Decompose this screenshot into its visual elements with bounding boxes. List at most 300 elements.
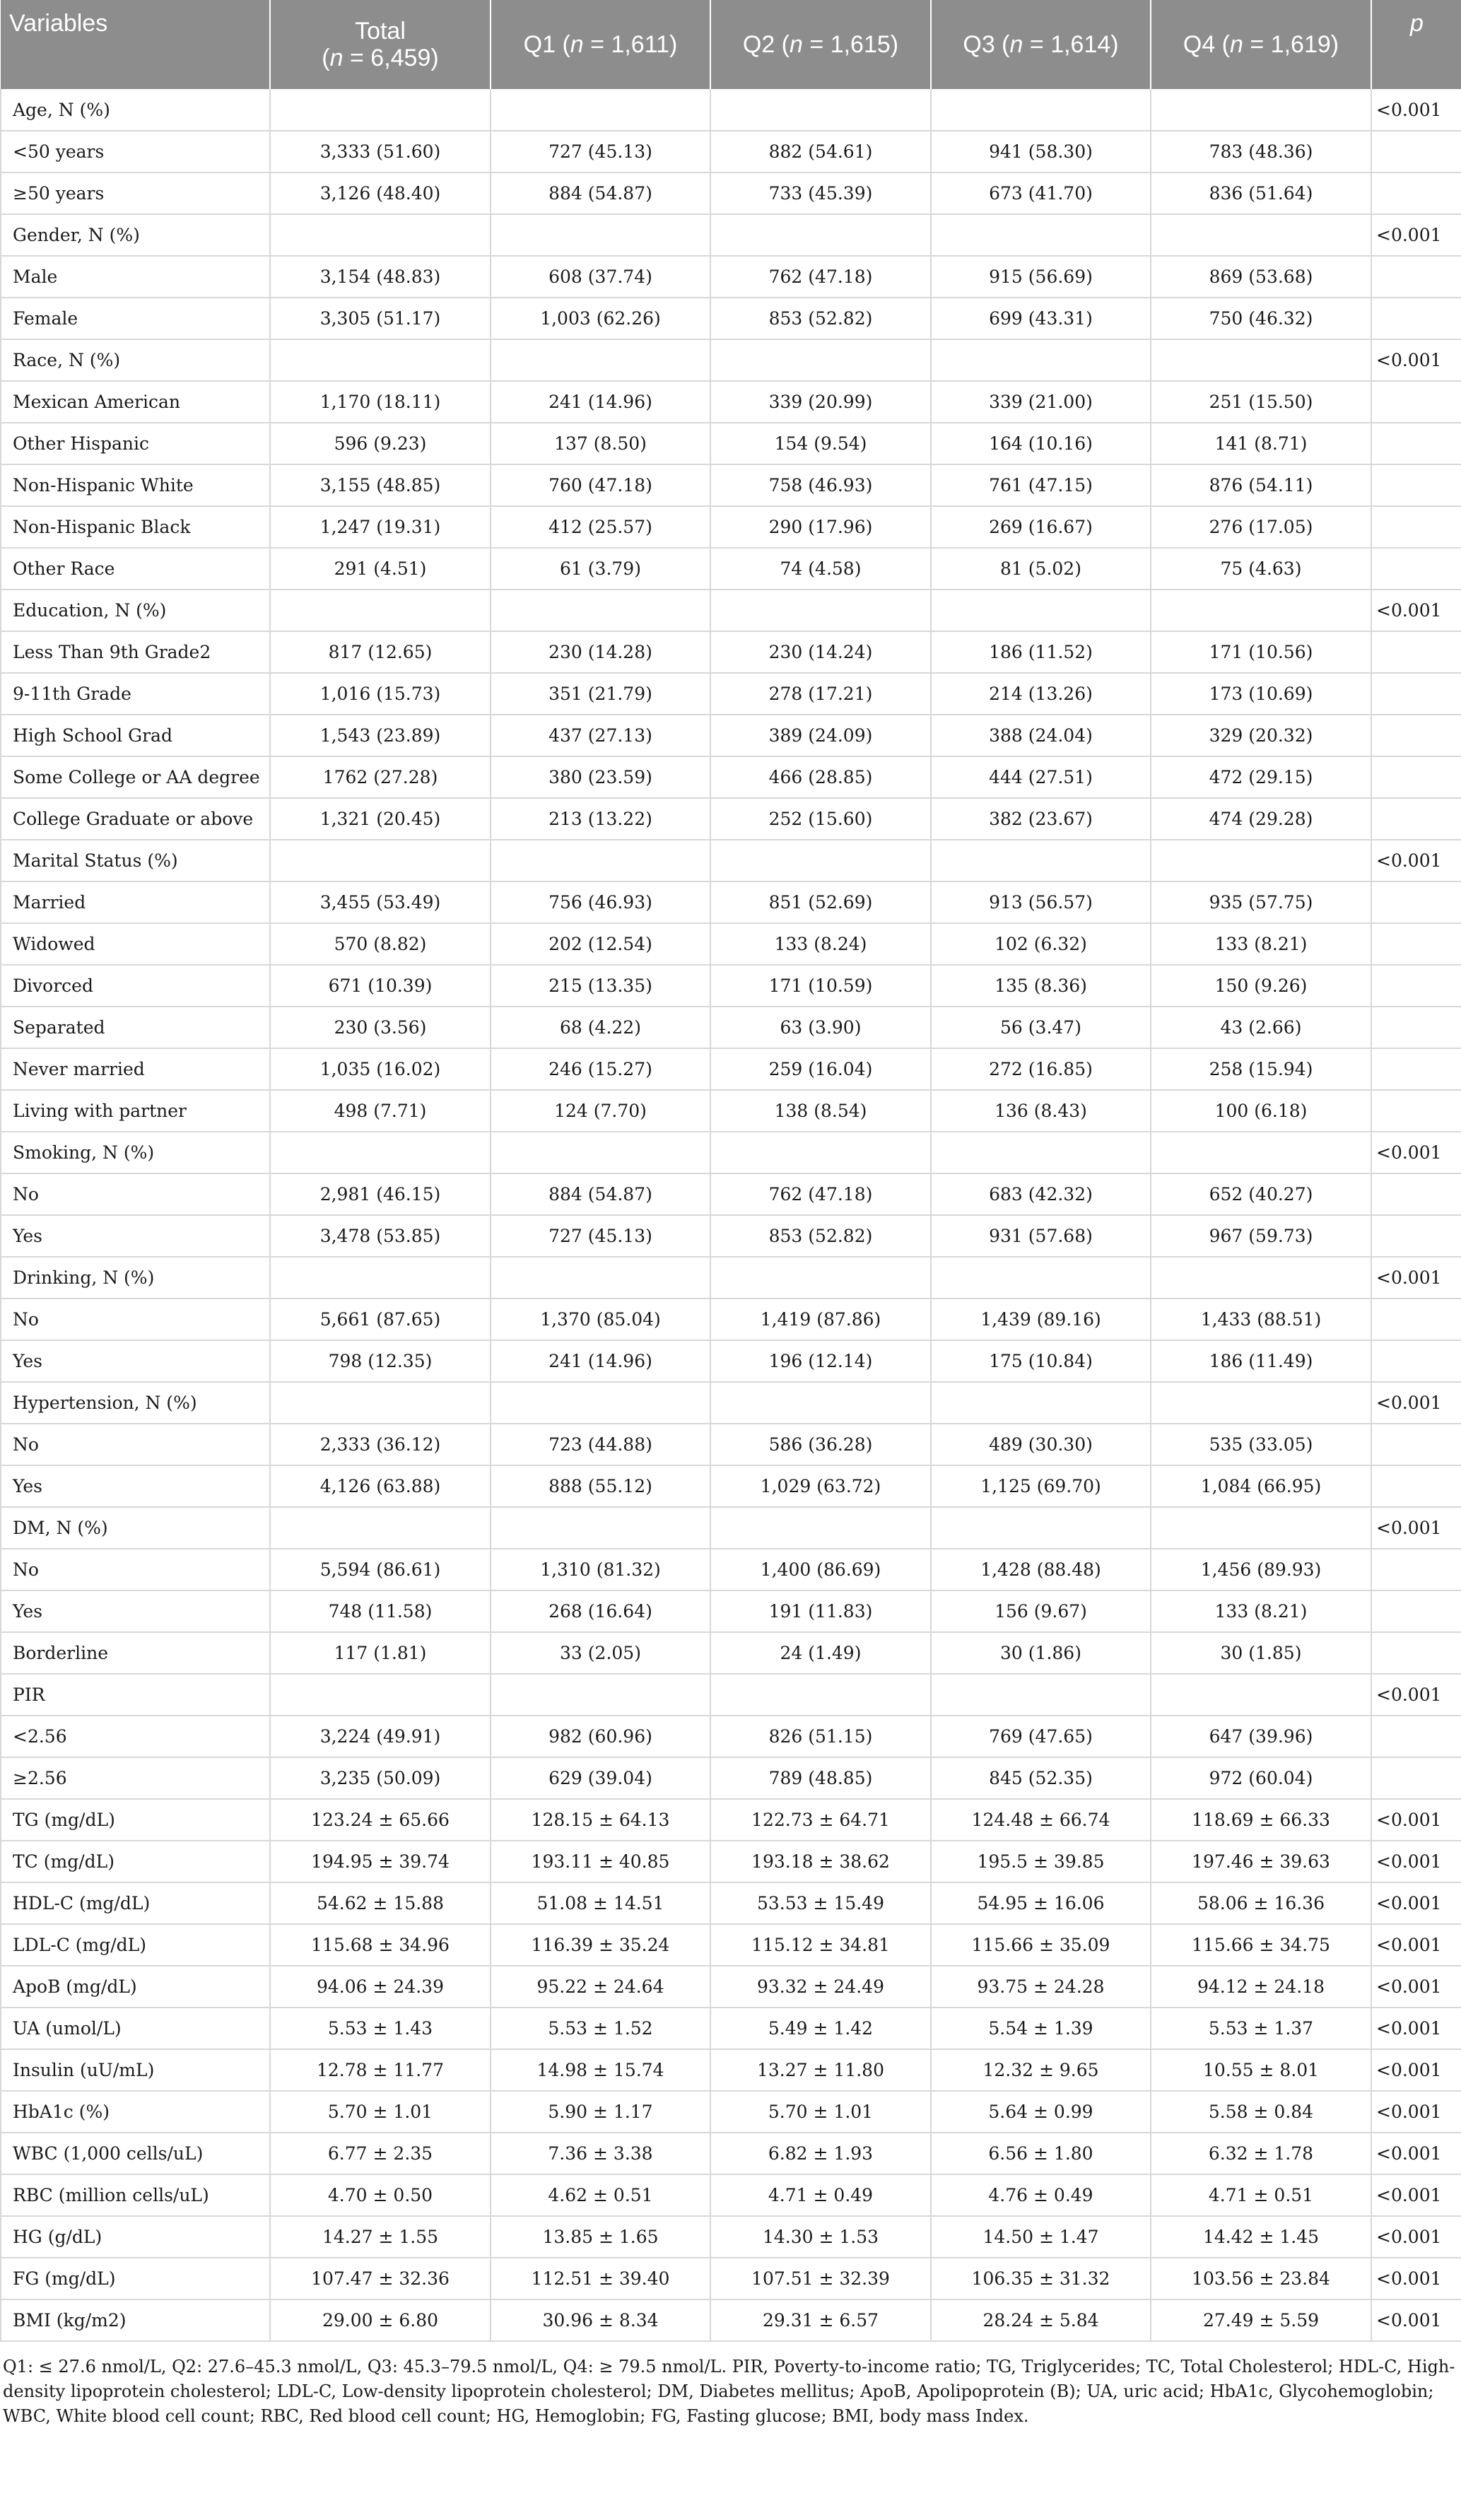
cell-q1 xyxy=(491,840,710,881)
cell-q1: 756 (46.93) xyxy=(491,881,710,923)
cell-variable: Never married xyxy=(1,1048,270,1090)
table-row xyxy=(1,339,1461,381)
cell-q3: 81 (5.02) xyxy=(931,548,1151,590)
cell-q2 xyxy=(710,214,931,256)
cell-q2 xyxy=(710,339,931,381)
cell-p-value xyxy=(1371,965,1461,1007)
cell-q1: 351 (21.79) xyxy=(491,673,710,715)
cell-total: 498 (7.71) xyxy=(270,1090,491,1132)
cell-q3: 186 (11.52) xyxy=(931,631,1151,673)
cell-q2: 5.70 ± 1.01 xyxy=(710,2091,931,2133)
cell-total: 115.68 ± 34.96 xyxy=(270,1924,491,1966)
cell-q1: 629 (39.04) xyxy=(491,1757,710,1799)
cell-q2: 762 (47.18) xyxy=(710,1173,931,1215)
cell-p-value xyxy=(1371,1716,1461,1757)
cell-q1 xyxy=(491,1382,710,1424)
table-row xyxy=(1,298,1461,339)
cell-variable: Borderline xyxy=(1,1632,270,1674)
cell-total xyxy=(270,339,491,381)
cell-variable: Gender, N (%) xyxy=(1,214,270,256)
cell-variable: No xyxy=(1,1299,270,1340)
cell-total: 291 (4.51) xyxy=(270,548,491,590)
header-total-n: (n = 6,459) xyxy=(322,45,439,71)
cell-variable: ApoB (mg/dL) xyxy=(1,1966,270,2008)
cell-p-value: <0.001 xyxy=(1371,89,1461,131)
table-row xyxy=(1,2049,1461,2091)
cell-q1 xyxy=(491,1674,710,1716)
cell-total: 6.77 ± 2.35 xyxy=(270,2133,491,2174)
table-row xyxy=(1,1340,1461,1382)
cell-variable: Mexican American xyxy=(1,381,270,423)
cell-p-value xyxy=(1371,1299,1461,1340)
cell-q1: 51.08 ± 14.51 xyxy=(491,1882,710,1924)
cell-variable: Other Hispanic xyxy=(1,423,270,464)
cell-q2: 13.27 ± 11.80 xyxy=(710,2049,931,2091)
cell-p-value xyxy=(1371,548,1461,590)
cell-q3 xyxy=(931,1132,1151,1173)
cell-q4: 876 (54.11) xyxy=(1151,464,1371,506)
cell-variable: WBC (1,000 cells/uL) xyxy=(1,2133,270,2174)
header-total-label: Total xyxy=(355,18,406,45)
header-total xyxy=(270,0,491,89)
cell-variable: Some College or AA degree xyxy=(1,756,270,798)
cell-total: 29.00 ± 6.80 xyxy=(270,2299,491,2341)
cell-q2 xyxy=(710,1674,931,1716)
header-q1: Q1 (n = 1,611) xyxy=(491,0,710,89)
table-header-row xyxy=(1,0,1461,89)
table-row xyxy=(1,1215,1461,1257)
cell-q4: 14.42 ± 1.45 xyxy=(1151,2216,1371,2258)
cell-variable: Male xyxy=(1,256,270,298)
cell-q2: 230 (14.24) xyxy=(710,631,931,673)
cell-total: 798 (12.35) xyxy=(270,1340,491,1382)
cell-q2: 138 (8.54) xyxy=(710,1090,931,1132)
cell-total: 1,247 (19.31) xyxy=(270,506,491,548)
table-row xyxy=(1,1924,1461,1966)
cell-q4: 276 (17.05) xyxy=(1151,506,1371,548)
cell-q3: 5.54 ± 1.39 xyxy=(931,2008,1151,2049)
cell-total: 817 (12.65) xyxy=(270,631,491,673)
cell-q1: 95.22 ± 24.64 xyxy=(491,1966,710,2008)
cell-q4: 150 (9.26) xyxy=(1151,965,1371,1007)
table-row xyxy=(1,256,1461,298)
cell-p-value: <0.001 xyxy=(1371,2174,1461,2216)
table-row xyxy=(1,1382,1461,1424)
cell-q3 xyxy=(931,590,1151,631)
cell-q4 xyxy=(1151,339,1371,381)
cell-variable: HG (g/dL) xyxy=(1,2216,270,2258)
cell-p-value: <0.001 xyxy=(1371,1132,1461,1173)
table-row xyxy=(1,1257,1461,1299)
cell-q4: 5.58 ± 0.84 xyxy=(1151,2091,1371,2133)
cell-q1: 193.11 ± 40.85 xyxy=(491,1841,710,1882)
cell-total: 570 (8.82) xyxy=(270,923,491,965)
cell-total: 3,235 (50.09) xyxy=(270,1757,491,1799)
cell-q4: 869 (53.68) xyxy=(1151,256,1371,298)
table-row xyxy=(1,131,1461,172)
cell-q1: 241 (14.96) xyxy=(491,1340,710,1382)
cell-total: 5.70 ± 1.01 xyxy=(270,2091,491,2133)
cell-q4: 10.55 ± 8.01 xyxy=(1151,2049,1371,2091)
cell-total: 3,155 (48.85) xyxy=(270,464,491,506)
cell-q2: 259 (16.04) xyxy=(710,1048,931,1090)
cell-q4: 472 (29.15) xyxy=(1151,756,1371,798)
cell-q4: 94.12 ± 24.18 xyxy=(1151,1966,1371,2008)
cell-q2: 882 (54.61) xyxy=(710,131,931,172)
cell-variable: Age, N (%) xyxy=(1,89,270,131)
header-variables: Variables xyxy=(1,0,270,89)
cell-q3: 195.5 ± 39.85 xyxy=(931,1841,1151,1882)
cell-q3: 382 (23.67) xyxy=(931,798,1151,840)
cell-p-value xyxy=(1371,673,1461,715)
cell-p-value: <0.001 xyxy=(1371,2216,1461,2258)
cell-q2: 74 (4.58) xyxy=(710,548,931,590)
cell-p-value: <0.001 xyxy=(1371,1966,1461,2008)
cell-q1 xyxy=(491,1132,710,1173)
header-p-value: p xyxy=(1371,0,1461,89)
cell-q2 xyxy=(710,1507,931,1549)
cell-q2: 4.71 ± 0.49 xyxy=(710,2174,931,2216)
cell-q3: 1,125 (69.70) xyxy=(931,1465,1151,1507)
cell-q1: 14.98 ± 15.74 xyxy=(491,2049,710,2091)
cell-total: 14.27 ± 1.55 xyxy=(270,2216,491,2258)
cell-variable: Non-Hispanic White xyxy=(1,464,270,506)
table-row xyxy=(1,548,1461,590)
cell-total: 123.24 ± 65.66 xyxy=(270,1799,491,1841)
cell-q3: 489 (30.30) xyxy=(931,1424,1151,1465)
cell-q2: 171 (10.59) xyxy=(710,965,931,1007)
cell-q1: 888 (55.12) xyxy=(491,1465,710,1507)
cell-total: 748 (11.58) xyxy=(270,1590,491,1632)
cell-q4: 251 (15.50) xyxy=(1151,381,1371,423)
cell-q3: 931 (57.68) xyxy=(931,1215,1151,1257)
cell-q1: 116.39 ± 35.24 xyxy=(491,1924,710,1966)
cell-q2: 24 (1.49) xyxy=(710,1632,931,1674)
cell-q3: 913 (56.57) xyxy=(931,881,1151,923)
cell-q1: 412 (25.57) xyxy=(491,506,710,548)
table-row xyxy=(1,1173,1461,1215)
cell-total xyxy=(270,214,491,256)
cell-q3: 683 (42.32) xyxy=(931,1173,1151,1215)
table-row xyxy=(1,464,1461,506)
cell-q2: 63 (3.90) xyxy=(710,1007,931,1048)
cell-q3: 106.35 ± 31.32 xyxy=(931,2258,1151,2299)
cell-total: 1,035 (16.02) xyxy=(270,1048,491,1090)
cell-q1: 5.53 ± 1.52 xyxy=(491,2008,710,2049)
table-footnote: Q1: ≤ 27.6 nmol/L, Q2: 27.6–45.3 nmol/L, Q3: 45.3–79.5 nmol/L, Q4: ≥ 79.5 nmol/L. PIR, Poverty-to-income ratio; TG, Triglycerides; TC, Total Cholesterol; HDL-C, High-density lipoprotein cholesterol; LDL-C, Low-density lipoprotein cholesterol; DM, Diabetes mellitus; ApoB, Apolipoprotein (B); UA, uric acid; HbA1c, Glycohemoglobin; WBC, White blood cell count; RBC, Red blood cell count; HG, Hemoglobin; FG, Fasting glucose; BMI, body mass Index. xyxy=(3,2357,1455,2426)
cell-q4: 750 (46.32) xyxy=(1151,298,1371,339)
table-row xyxy=(1,1465,1461,1507)
cell-q1: 241 (14.96) xyxy=(491,381,710,423)
cell-q4: 6.32 ± 1.78 xyxy=(1151,2133,1371,2174)
table-row xyxy=(1,840,1461,881)
cell-q3: 915 (56.69) xyxy=(931,256,1151,298)
cell-variable: Race, N (%) xyxy=(1,339,270,381)
cell-q3: 761 (47.15) xyxy=(931,464,1151,506)
cell-variable: DM, N (%) xyxy=(1,1507,270,1549)
table-body xyxy=(1,89,1461,2341)
cell-total: 107.47 ± 32.36 xyxy=(270,2258,491,2299)
cell-q2 xyxy=(710,1382,931,1424)
cell-total xyxy=(270,840,491,881)
cell-p-value: <0.001 xyxy=(1371,1382,1461,1424)
cell-total: 117 (1.81) xyxy=(270,1632,491,1674)
cell-p-value: <0.001 xyxy=(1371,2091,1461,2133)
table-row xyxy=(1,2299,1461,2341)
cell-variable: Yes xyxy=(1,1215,270,1257)
table-row xyxy=(1,2258,1461,2299)
table-row xyxy=(1,1966,1461,2008)
cell-q1 xyxy=(491,1257,710,1299)
table-row xyxy=(1,1007,1461,1048)
cell-p-value xyxy=(1371,1465,1461,1507)
cell-total xyxy=(270,1674,491,1716)
cell-q1: 437 (27.13) xyxy=(491,715,710,756)
table-row xyxy=(1,590,1461,631)
cell-total: 3,478 (53.85) xyxy=(270,1215,491,1257)
table-row xyxy=(1,965,1461,1007)
cell-variable: Marital Status (%) xyxy=(1,840,270,881)
cell-total: 54.62 ± 15.88 xyxy=(270,1882,491,1924)
cell-q3: 1,428 (88.48) xyxy=(931,1549,1151,1590)
table-row xyxy=(1,2174,1461,2216)
cell-q2 xyxy=(710,590,931,631)
cell-q3 xyxy=(931,1382,1151,1424)
cell-p-value xyxy=(1371,1590,1461,1632)
cell-q1: 727 (45.13) xyxy=(491,1215,710,1257)
cell-p-value: <0.001 xyxy=(1371,1674,1461,1716)
cell-p-value: <0.001 xyxy=(1371,1799,1461,1841)
cell-p-value xyxy=(1371,298,1461,339)
cell-total: 5,594 (86.61) xyxy=(270,1549,491,1590)
cell-p-value: <0.001 xyxy=(1371,214,1461,256)
cell-q4 xyxy=(1151,1674,1371,1716)
cell-q3: 272 (16.85) xyxy=(931,1048,1151,1090)
cell-total: 194.95 ± 39.74 xyxy=(270,1841,491,1882)
cell-p-value xyxy=(1371,1007,1461,1048)
cell-q4: 1,456 (89.93) xyxy=(1151,1549,1371,1590)
cell-q1: 268 (16.64) xyxy=(491,1590,710,1632)
cell-variable: BMI (kg/m2) xyxy=(1,2299,270,2341)
cell-q4: 141 (8.71) xyxy=(1151,423,1371,464)
cell-p-value xyxy=(1371,631,1461,673)
table-row xyxy=(1,1590,1461,1632)
table-row xyxy=(1,798,1461,840)
cell-q4: 58.06 ± 16.36 xyxy=(1151,1882,1371,1924)
cell-variable: FG (mg/dL) xyxy=(1,2258,270,2299)
cell-total: 1,016 (15.73) xyxy=(270,673,491,715)
cell-variable: ≥2.56 xyxy=(1,1757,270,1799)
cell-q3: 14.50 ± 1.47 xyxy=(931,2216,1151,2258)
cell-q4: 474 (29.28) xyxy=(1151,798,1371,840)
cell-q3: 175 (10.84) xyxy=(931,1340,1151,1382)
cell-q1: 68 (4.22) xyxy=(491,1007,710,1048)
cell-p-value xyxy=(1371,1090,1461,1132)
table-row xyxy=(1,1716,1461,1757)
cell-p-value xyxy=(1371,756,1461,798)
cell-q3 xyxy=(931,1674,1151,1716)
cell-q2 xyxy=(710,1132,931,1173)
cell-q2: 133 (8.24) xyxy=(710,923,931,965)
cell-q1: 13.85 ± 1.65 xyxy=(491,2216,710,2258)
cell-q1: 137 (8.50) xyxy=(491,423,710,464)
cell-q1: 727 (45.13) xyxy=(491,131,710,172)
cell-q3: 93.75 ± 24.28 xyxy=(931,1966,1151,2008)
cell-q2 xyxy=(710,840,931,881)
cell-q4: 5.53 ± 1.37 xyxy=(1151,2008,1371,2049)
cell-q3: 124.48 ± 66.74 xyxy=(931,1799,1151,1841)
table-row xyxy=(1,923,1461,965)
cell-variable: UA (umol/L) xyxy=(1,2008,270,2049)
table-row xyxy=(1,1090,1461,1132)
cell-q1: 1,370 (85.04) xyxy=(491,1299,710,1340)
cell-q2: 6.82 ± 1.93 xyxy=(710,2133,931,2174)
cell-q4: 783 (48.36) xyxy=(1151,131,1371,172)
cell-q1: 61 (3.79) xyxy=(491,548,710,590)
cell-p-value: <0.001 xyxy=(1371,1882,1461,1924)
cell-variable: HbA1c (%) xyxy=(1,2091,270,2133)
cell-p-value xyxy=(1371,172,1461,214)
cell-q4 xyxy=(1151,1507,1371,1549)
cell-q4: 647 (39.96) xyxy=(1151,1716,1371,1757)
cell-q4: 972 (60.04) xyxy=(1151,1757,1371,1799)
cell-q4 xyxy=(1151,1132,1371,1173)
table-row xyxy=(1,381,1461,423)
cell-p-value: <0.001 xyxy=(1371,590,1461,631)
table-row xyxy=(1,1048,1461,1090)
cell-variable: HDL-C (mg/dL) xyxy=(1,1882,270,1924)
table-row xyxy=(1,506,1461,548)
cell-q2: 122.73 ± 64.71 xyxy=(710,1799,931,1841)
cell-q1: 33 (2.05) xyxy=(491,1632,710,1674)
cell-variable: Married xyxy=(1,881,270,923)
cell-p-value xyxy=(1371,464,1461,506)
cell-q1: 124 (7.70) xyxy=(491,1090,710,1132)
cell-q4: 4.71 ± 0.51 xyxy=(1151,2174,1371,2216)
cell-p-value: <0.001 xyxy=(1371,1257,1461,1299)
table-row xyxy=(1,1674,1461,1716)
cell-q3: 214 (13.26) xyxy=(931,673,1151,715)
cell-p-value xyxy=(1371,923,1461,965)
cell-total: 5,661 (87.65) xyxy=(270,1299,491,1340)
cell-q2 xyxy=(710,1257,931,1299)
cell-variable: Other Race xyxy=(1,548,270,590)
cell-q1: 884 (54.87) xyxy=(491,172,710,214)
cell-p-value xyxy=(1371,1215,1461,1257)
cell-q3: 6.56 ± 1.80 xyxy=(931,2133,1151,2174)
header-q3: Q3 (n = 1,614) xyxy=(931,0,1151,89)
cell-p-value xyxy=(1371,1173,1461,1215)
cell-p-value xyxy=(1371,715,1461,756)
cell-q4 xyxy=(1151,1382,1371,1424)
cell-total: 2,333 (36.12) xyxy=(270,1424,491,1465)
cell-q1: 213 (13.22) xyxy=(491,798,710,840)
cell-q3 xyxy=(931,1257,1151,1299)
cell-q1 xyxy=(491,89,710,131)
cell-q4: 258 (15.94) xyxy=(1151,1048,1371,1090)
cell-q3: 28.24 ± 5.84 xyxy=(931,2299,1151,2341)
cell-q2: 339 (20.99) xyxy=(710,381,931,423)
cell-variable: Insulin (uU/mL) xyxy=(1,2049,270,2091)
cell-total: 3,455 (53.49) xyxy=(270,881,491,923)
table-row xyxy=(1,881,1461,923)
table-row xyxy=(1,2216,1461,2258)
cell-q4 xyxy=(1151,590,1371,631)
table-row xyxy=(1,1549,1461,1590)
table-row xyxy=(1,1757,1461,1799)
cell-total: 230 (3.56) xyxy=(270,1007,491,1048)
cell-total: 596 (9.23) xyxy=(270,423,491,464)
cell-q2: 1,029 (63.72) xyxy=(710,1465,931,1507)
cell-variable: Female xyxy=(1,298,270,339)
cell-q3 xyxy=(931,840,1151,881)
cell-q4: 967 (59.73) xyxy=(1151,1215,1371,1257)
cell-q1: 380 (23.59) xyxy=(491,756,710,798)
cell-p-value: <0.001 xyxy=(1371,840,1461,881)
cell-variable: High School Grad xyxy=(1,715,270,756)
cell-p-value: <0.001 xyxy=(1371,1924,1461,1966)
cell-total: 4,126 (63.88) xyxy=(270,1465,491,1507)
cell-q4: 652 (40.27) xyxy=(1151,1173,1371,1215)
cell-p-value: <0.001 xyxy=(1371,1841,1461,1882)
cell-q1: 5.90 ± 1.17 xyxy=(491,2091,710,2133)
cell-p-value: <0.001 xyxy=(1371,2049,1461,2091)
cell-total: 94.06 ± 24.39 xyxy=(270,1966,491,2008)
cell-q3 xyxy=(931,339,1151,381)
cell-q1: 30.96 ± 8.34 xyxy=(491,2299,710,2341)
cell-q2: 1,400 (86.69) xyxy=(710,1549,931,1590)
cell-q3: 115.66 ± 35.09 xyxy=(931,1924,1151,1966)
cell-q2: 193.18 ± 38.62 xyxy=(710,1841,931,1882)
cell-total xyxy=(270,1507,491,1549)
cell-q3: 56 (3.47) xyxy=(931,1007,1151,1048)
cell-total: 3,305 (51.17) xyxy=(270,298,491,339)
cell-q2: 853 (52.82) xyxy=(710,1215,931,1257)
table-row xyxy=(1,423,1461,464)
cell-q3: 4.76 ± 0.49 xyxy=(931,2174,1151,2216)
cell-q2: 789 (48.85) xyxy=(710,1757,931,1799)
cell-q2: 191 (11.83) xyxy=(710,1590,931,1632)
cell-q3 xyxy=(931,214,1151,256)
cell-q4: 836 (51.64) xyxy=(1151,172,1371,214)
cell-q2: 5.49 ± 1.42 xyxy=(710,2008,931,2049)
cell-q1: 982 (60.96) xyxy=(491,1716,710,1757)
cell-q2: 853 (52.82) xyxy=(710,298,931,339)
header-q4: Q4 (n = 1,619) xyxy=(1151,0,1371,89)
table-row xyxy=(1,1299,1461,1340)
cell-p-value xyxy=(1371,423,1461,464)
cell-q2 xyxy=(710,89,931,131)
cell-q2: 290 (17.96) xyxy=(710,506,931,548)
cell-q4: 173 (10.69) xyxy=(1151,673,1371,715)
cell-q2: 14.30 ± 1.53 xyxy=(710,2216,931,2258)
cell-p-value xyxy=(1371,131,1461,172)
cell-q3: 769 (47.65) xyxy=(931,1716,1151,1757)
cell-q3: 388 (24.04) xyxy=(931,715,1151,756)
cell-total xyxy=(270,1257,491,1299)
cell-variable: No xyxy=(1,1424,270,1465)
cell-q3: 845 (52.35) xyxy=(931,1757,1151,1799)
cell-q1: 1,310 (81.32) xyxy=(491,1549,710,1590)
cell-q4: 115.66 ± 34.75 xyxy=(1151,1924,1371,1966)
cell-q1: 7.36 ± 3.38 xyxy=(491,2133,710,2174)
cell-q1: 246 (15.27) xyxy=(491,1048,710,1090)
cell-total: 3,126 (48.40) xyxy=(270,172,491,214)
cell-q3: 164 (10.16) xyxy=(931,423,1151,464)
cell-q1 xyxy=(491,339,710,381)
cell-q4: 27.49 ± 5.59 xyxy=(1151,2299,1371,2341)
cell-total: 1762 (27.28) xyxy=(270,756,491,798)
